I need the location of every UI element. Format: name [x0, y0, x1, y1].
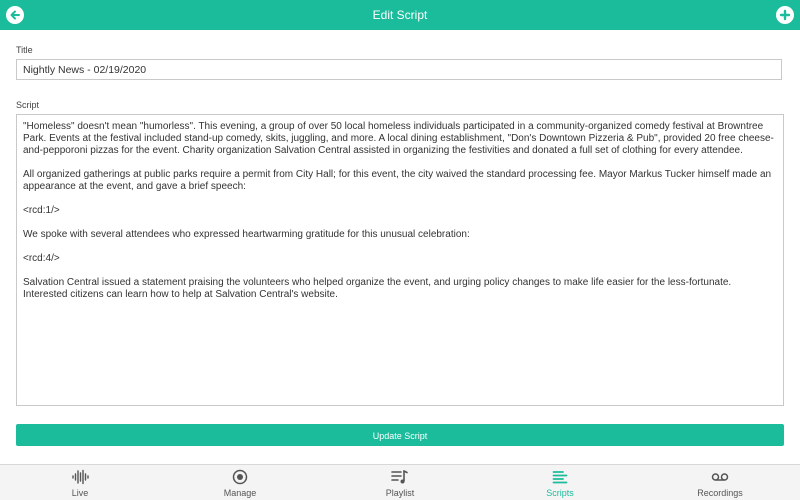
scripts-lines-icon	[551, 468, 569, 486]
waveform-icon	[71, 468, 89, 486]
nav-label-manage: Manage	[223, 488, 257, 498]
update-script-button[interactable]: Update Script	[16, 424, 784, 446]
script-textarea[interactable]	[16, 114, 784, 406]
nav-item-scripts[interactable]	[480, 465, 640, 500]
title-input[interactable]	[16, 59, 782, 80]
page-title: Edit Script	[372, 8, 428, 22]
nav-label-live: Live	[71, 488, 89, 498]
nav-item-playlist[interactable]	[320, 465, 480, 500]
plus-icon	[779, 9, 791, 21]
nav-item-manage[interactable]	[160, 465, 320, 500]
title-label: Title	[16, 45, 33, 55]
nav-item-live[interactable]	[0, 465, 160, 500]
add-button[interactable]	[776, 6, 794, 24]
bottom-navigation	[0, 464, 800, 500]
nav-label-scripts: Scripts	[546, 488, 574, 498]
nav-item-recordings[interactable]	[640, 465, 800, 500]
playlist-icon	[391, 468, 409, 486]
top-app-bar	[0, 0, 800, 30]
script-label: Script	[16, 100, 40, 110]
nav-label-playlist: Playlist	[385, 488, 415, 498]
nav-label-recordings: Recordings	[697, 488, 743, 498]
record-circle-icon	[231, 468, 249, 486]
voicemail-icon	[711, 468, 729, 486]
